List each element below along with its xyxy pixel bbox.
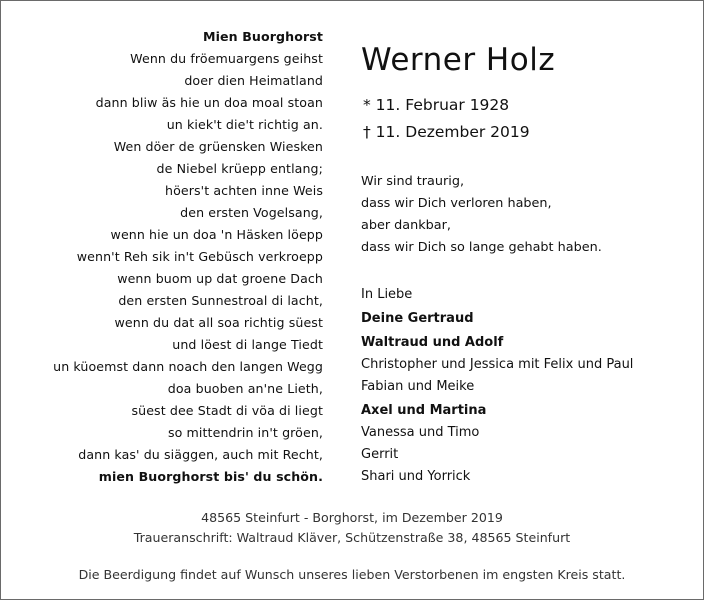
- poem-line: den ersten Vogelsang,: [180, 205, 323, 220]
- family-member-line: Fabian und Meike: [361, 379, 475, 394]
- poem-line: dann bliw äs hie un doa moal stoan: [95, 95, 323, 110]
- poem-line: süest dee Stadt di vöa di liegt: [131, 403, 323, 418]
- family-member-line: Christopher und Jessica mit Felix und Paul: [361, 357, 634, 372]
- poem-line: höers't achten inne Weis: [164, 183, 323, 198]
- poem-line: wenn hie un doa 'n Häsken löepp: [110, 227, 323, 242]
- family-member-line: Shari und Yorrick: [361, 469, 471, 484]
- mourners-list: [361, 284, 633, 488]
- poem-line: den ersten Sunnestroal di lacht,: [118, 293, 323, 308]
- family-group-head: Waltraud und Adolf: [361, 335, 504, 350]
- poem-line: so mittendrin in't gröen,: [167, 425, 323, 440]
- poem-line: un küoemst dann noach den langen Wegg: [53, 359, 323, 374]
- poem-line: wenn buom up dat groene Dach: [117, 271, 323, 286]
- mourning-address: Traueranschrift: Waltraud Kläver, Schützenstraße 38, 48565 Steinfurt: [133, 530, 571, 545]
- poem-line: und löest di lange Tiedt: [172, 337, 323, 352]
- poem-line: Wenn du fröemuargens geihst: [130, 51, 323, 66]
- place-and-date: 48565 Steinfurt - Borghorst, im Dezember 2019: [201, 510, 503, 525]
- poem-line: dann kas' du siäggen, auch mit Recht,: [78, 447, 323, 462]
- poem-line: wenn't Reh sik in't Gebüsch verkroepp: [76, 249, 323, 264]
- deceased-name: Werner Holz: [361, 42, 556, 78]
- poem-line: un kiek't die't richtig an.: [166, 117, 323, 132]
- family-member-line: Gerrit: [361, 447, 399, 462]
- quote-line: dass wir Dich so lange gehabt haben.: [361, 240, 602, 255]
- family-intro: In Liebe: [361, 287, 413, 302]
- poem-block: [10, 26, 323, 488]
- quote-line: Wir sind traurig,: [361, 174, 465, 189]
- poem-line: wenn du dat all soa richtig süest: [114, 315, 323, 330]
- poem-line: Wen döer de grüensken Wiesken: [113, 139, 323, 154]
- family-member-line: Vanessa und Timo: [361, 425, 480, 440]
- life-dates: [363, 92, 530, 146]
- burial-note: Die Beerdigung findet auf Wunsch unseres lieben Verstorbenen im engsten Kreis statt.: [78, 567, 626, 582]
- quote-line: dass wir Dich verloren haben,: [361, 196, 552, 211]
- poem-line: de Niebel krüepp entlang;: [156, 161, 323, 176]
- family-group-head: Axel und Martina: [361, 403, 487, 418]
- death-date: † 11. Dezember 2019: [363, 123, 530, 141]
- poem-line: doa buoben an'ne Lieth,: [167, 381, 323, 396]
- poem-line: doer dien Heimatland: [184, 73, 323, 88]
- poem-closing-line: mien Buorghorst bis' du schön.: [98, 469, 323, 484]
- mourning-quote: [361, 171, 602, 259]
- quote-line: aber dankbar,: [361, 218, 451, 233]
- spouse-name: Deine Gertraud: [361, 311, 474, 326]
- birth-date: * 11. Februar 1928: [363, 96, 510, 114]
- poem-title: Mien Buorghorst: [202, 29, 323, 44]
